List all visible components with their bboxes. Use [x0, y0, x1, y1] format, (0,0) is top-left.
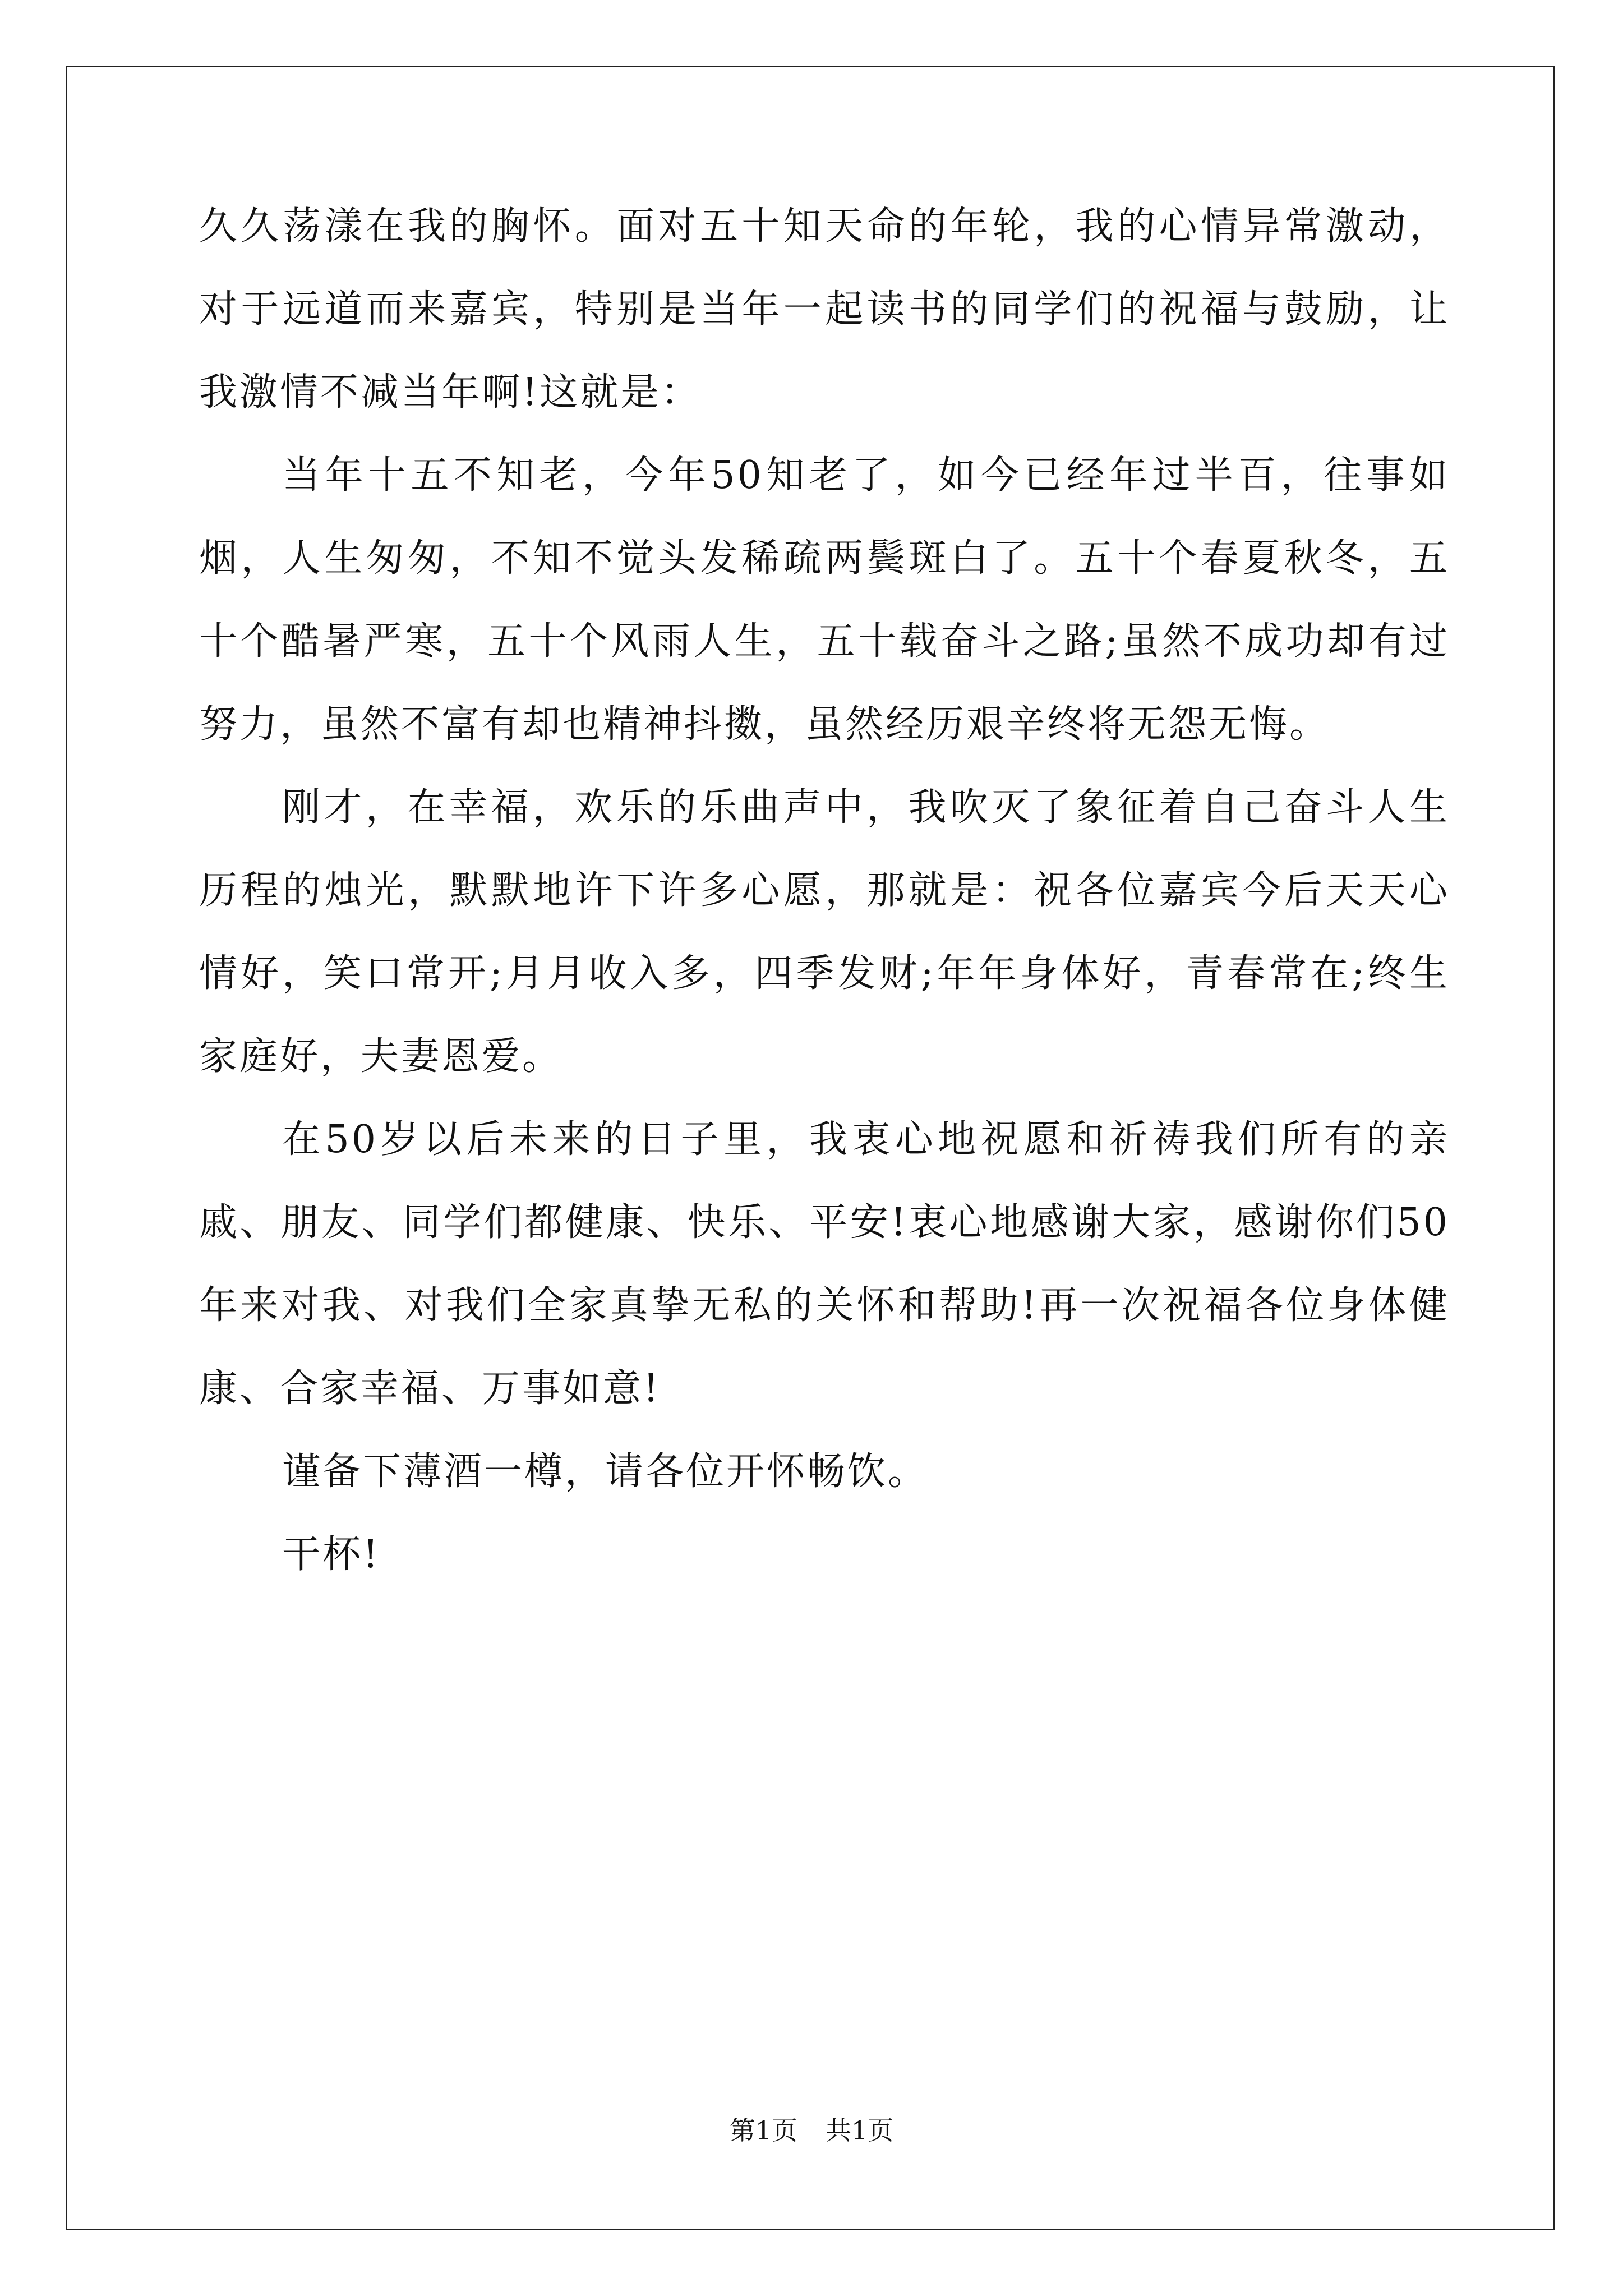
paragraph: 久久荡漾在我的胸怀。面对五十知天命的年轮，我的心情异常激动，对于远道而来嘉宾，特别是当年一起读书的同学们的祝福与鼓励，让我激情不减当年啊!这就是：	[199, 204, 1450, 415]
document-body	[199, 185, 1450, 1596]
page-footer	[0, 2114, 1623, 2147]
paragraph: 谨备下薄酒一樽，请各位开怀畅饮。	[282, 1450, 929, 1494]
paragraph: 当年十五不知老，今年50知老了，如今已经年过半百，往事如烟，人生匆匆，不知不觉头发稀疏两鬓斑白了。五十个春夏秋冬，五十个酷暑严寒，五十个风雨人生，五十载奋斗之路;虽然不成功却有过努力，虽然不富有却也精神抖擞，虽然经历艰辛终将无怨无悔。	[199, 453, 1450, 747]
page-total: 共1页	[826, 2115, 894, 2146]
paragraph: 干杯!	[282, 1533, 381, 1577]
paragraph: 在50岁以后未来的日子里，我衷心地祝愿和祈祷我们所有的亲戚、朋友、同学们都健康、快乐、平安!衷心地感谢大家，感谢你们50年来对我、对我们全家真挚无私的关怀和帮助!再一次祝福各位身体健康、合家幸福、万事如意!	[199, 1117, 1450, 1411]
page-number: 第1页	[729, 2115, 797, 2146]
paragraph: 刚才，在幸福，欢乐的乐曲声中，我吹灭了象征着自己奋斗人生历程的烛光，默默地许下许多心愿，那就是：祝各位嘉宾今后天天心情好，笑口常开;月月收入多，四季发财;年年身体好，青春常在;终生家庭好，夫妻恩爱。	[199, 785, 1450, 1079]
